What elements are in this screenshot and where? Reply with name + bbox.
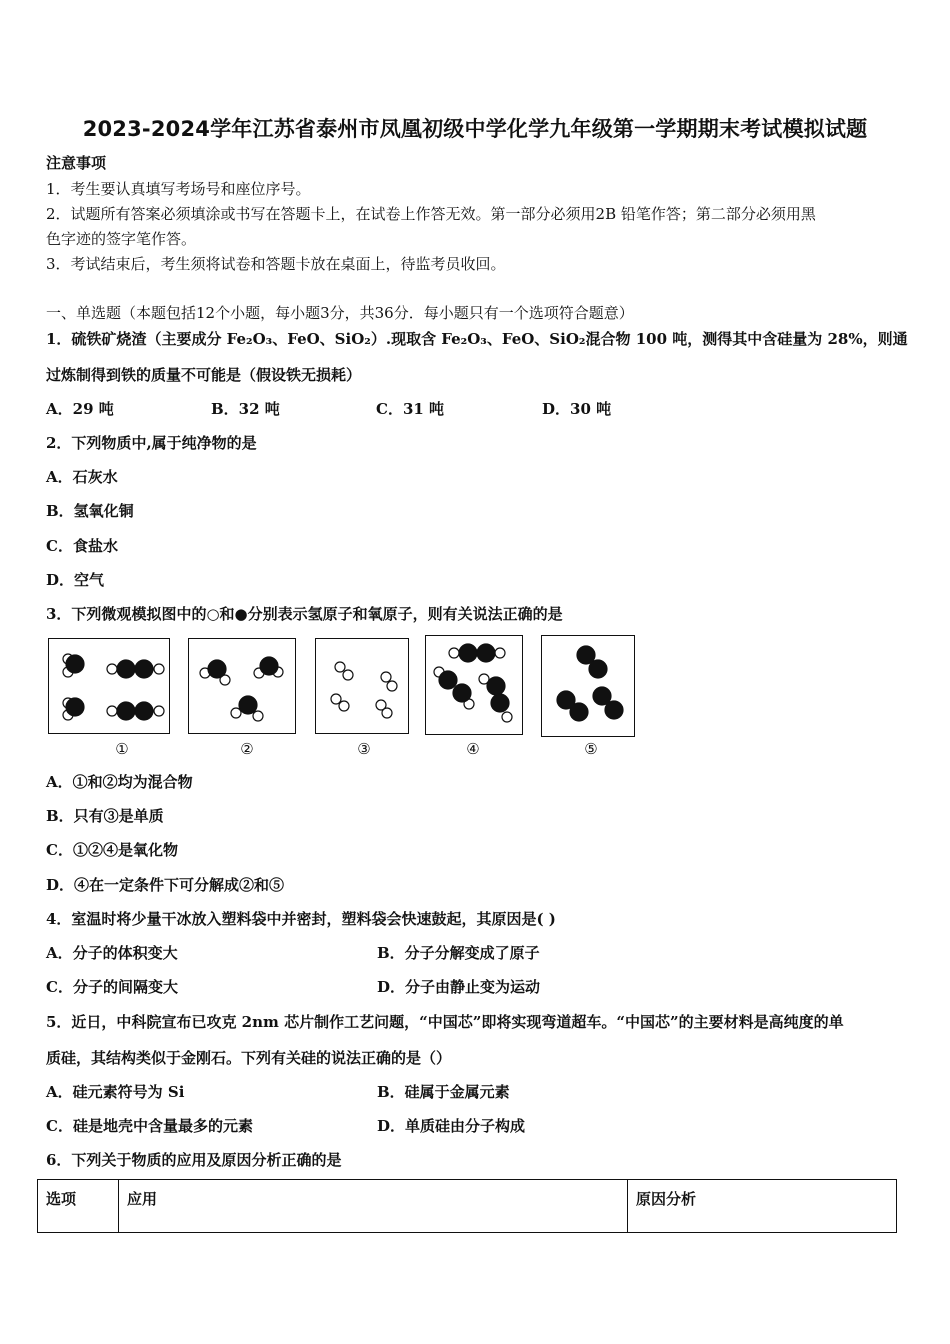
q2-option-a: A．石灰水 — [46, 468, 118, 486]
q5-option-c: C．硅是地壳中含量最多的元素 — [46, 1117, 253, 1135]
section-heading: 一、单选题（本题包括12个小题，每小题3分，共36分．每小题只有一个选项符合题意） — [46, 304, 634, 322]
figure-label-5: ⑤ — [584, 740, 598, 758]
molecule-figure-5 — [541, 635, 635, 737]
table-row — [38, 1180, 897, 1233]
q1-stem-line2: 过炼制得到铁的质量不可能是（假设铁无损耗） — [46, 366, 362, 384]
molecule-figure-3 — [315, 638, 409, 734]
q3-option-b: B．只有③是单质 — [46, 807, 164, 825]
table-header-application: 应用 — [119, 1180, 628, 1233]
notice-item-3: 3．考试结束后，考生须将试卷和答题卡放在桌面上，待监考员收回。 — [46, 255, 506, 273]
q2-option-b: B．氢氧化铜 — [46, 502, 134, 520]
molecule-figure-2 — [188, 638, 296, 734]
q4-option-a: A．分子的体积变大 — [46, 944, 178, 962]
molecule-figure-4 — [425, 635, 523, 735]
notice-item-2: 2．试题所有答案必须填涂或书写在答题卡上，在试卷上作答无效。第一部分必须用2B 铅笔作答；第二部分必须用黑 — [46, 205, 816, 223]
q5-option-b: B．硅属于金属元素 — [377, 1083, 510, 1101]
q1-option-b: B．32 吨 — [211, 400, 280, 418]
figure-label-1: ① — [115, 740, 129, 758]
q6-stem: 6．下列关于物质的应用及原因分析正确的是 — [46, 1151, 342, 1169]
q3-option-a: A．①和②均为混合物 — [46, 773, 193, 791]
q2-option-d: D．空气 — [46, 571, 105, 589]
q1-option-d: D．30 吨 — [542, 400, 612, 418]
q1-option-a: A．29 吨 — [46, 400, 114, 418]
q1-stem-line1: 1．硫铁矿烧渣（主要成分 Fe₂O₃、FeO、SiO₂）.现取含 Fe₂O₃、FeO、SiO₂混合物 100 吨，测得其中含硅量为 28%，则通 — [46, 330, 908, 348]
q4-option-d: D．分子由静止变为运动 — [377, 978, 541, 996]
figure-label-4: ④ — [466, 740, 480, 758]
q5-stem-line2: 质硅，其结构类似于金刚石。下列有关硅的说法正确的是（） — [46, 1049, 452, 1067]
q6-table — [37, 1179, 897, 1233]
q4-option-c: C．分子的间隔变大 — [46, 978, 178, 996]
q5-stem-line1: 5．近日，中科院宣布已攻克 2nm 芯片制作工艺问题，“中国芯”即将实现弯道超车。“中国芯”的主要材料是高纯度的单 — [46, 1013, 844, 1031]
notice-heading: 注意事项 — [46, 154, 107, 172]
q5-option-a: A．硅元素符号为 Si — [46, 1083, 185, 1101]
table-header-reason: 原因分析 — [628, 1180, 897, 1233]
q5-option-d: D．单质硅由分子构成 — [377, 1117, 526, 1135]
q1-option-c: C．31 吨 — [376, 400, 445, 418]
q4-option-b: B．分子分解变成了原子 — [377, 944, 540, 962]
q2-stem: 2．下列物质中,属于纯净物的是 — [46, 434, 257, 452]
q4-stem: 4．室温时将少量干冰放入塑料袋中并密封，塑料袋会快速鼓起，其原因是( ) — [46, 910, 556, 928]
molecule-figure-1 — [48, 638, 170, 734]
page-title: 2023-2024学年江苏省泰州市凤凰初级中学化学九年级第一学期期末考试模拟试题 — [82, 117, 868, 141]
q3-option-d: D．④在一定条件下可分解成②和⑤ — [46, 876, 285, 894]
q3-stem: 3．下列微观模拟图中的○和●分别表示氢原子和氧原子，则有关说法正确的是 — [46, 605, 563, 623]
figure-label-2: ② — [240, 740, 254, 758]
q2-option-c: C．食盐水 — [46, 537, 118, 555]
notice-item-2-cont: 色字迹的签字笔作答。 — [46, 230, 197, 248]
table-header-option: 选项 — [38, 1180, 119, 1233]
figure-label-3: ③ — [357, 740, 371, 758]
q3-option-c: C．①②④是氧化物 — [46, 841, 178, 859]
notice-item-1: 1．考生要认真填写考场号和座位序号。 — [46, 180, 311, 198]
